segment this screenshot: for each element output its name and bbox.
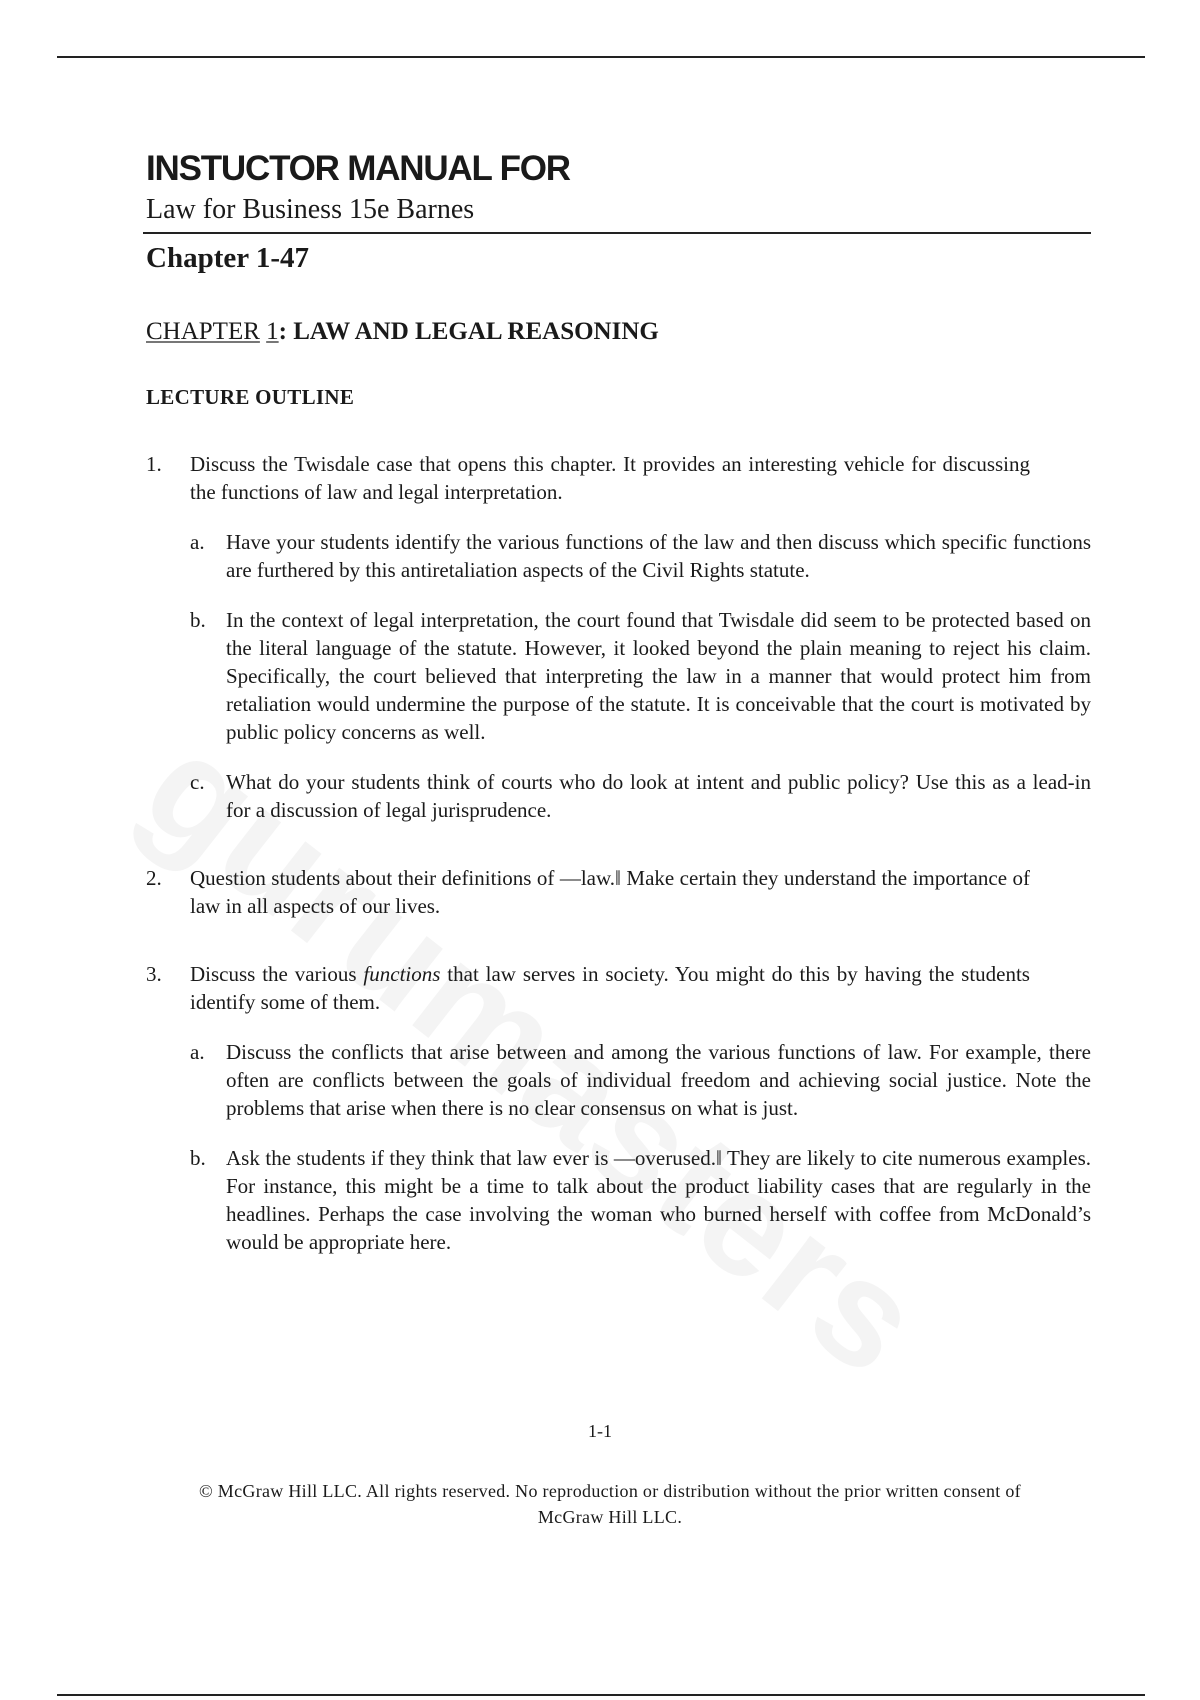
subitem-letter: a. [190, 1039, 205, 1064]
copyright-notice: © McGraw Hill LLC. All rights reserved. No reproduction or distribution without the prior written consent of McGraw Hill LLC. [199, 1481, 1021, 1527]
subitem-letter: b. [190, 607, 206, 632]
outline-item-1 [146, 450, 1091, 506]
subitem-text: Discuss the conflicts that arise between and among the various functions of law. For example, there often are conflicts between the goals of individual freedom and achieving social justice. Note the problems that arise when there is no clear consensus on what is just. [226, 1039, 1091, 1120]
lecture-outline-heading: LECTURE OUTLINE [146, 384, 355, 409]
chapter-title: LAW AND LEGAL REASONING [286, 318, 659, 346]
title-divider [143, 232, 1091, 234]
subitem-letter: c. [190, 769, 205, 794]
page-content [146, 148, 1091, 1256]
outline-item-2 [146, 864, 1091, 920]
item-text: Discuss the Twisdale case that opens this chapter. It provides an interesting vehicle for discussing the functions of law and legal interpretation. [190, 451, 1030, 504]
top-rule [57, 56, 1145, 58]
subitem-text: What do your students think of courts who do look at intent and public policy? Use this as a lead-in for a discussion of legal jurisprudence. [226, 769, 1091, 822]
chapter-label: CHAPTER [146, 318, 260, 346]
document-title: INSTUCTOR MANUAL FOR [146, 149, 570, 188]
subitem-letter: b. [190, 1145, 206, 1170]
item-number: 2. [146, 865, 162, 890]
bottom-rule [57, 1694, 1145, 1696]
subitem-letter: a. [190, 529, 205, 554]
item-text-before: Discuss the various [190, 961, 364, 986]
subitem-text: Have your students identify the various functions of the law and then discuss which specific functions are furthered by this antiretaliation aspects of the Civil Rights statute. [226, 529, 1091, 582]
outline-subitem-3a [146, 1038, 1091, 1122]
item-text [190, 960, 1030, 1016]
item-text-after: that law serves in society. You might do this by having the students identify some of them. [190, 961, 1030, 1014]
outline-subitem-1c [146, 768, 1091, 824]
document-subtitle: Law for Business 15e Barnes [146, 194, 475, 225]
chapter-number: 1 [266, 318, 279, 346]
chapter-range: Chapter 1-47 [146, 242, 309, 275]
outline-subitem-1b [146, 606, 1091, 746]
item-number: 3. [146, 961, 162, 986]
outline-item-3 [146, 960, 1091, 1016]
page-number: 1-1 [588, 1421, 612, 1441]
subitem-text: In the context of legal interpretation, the court found that Twisdale did seem to be protected based on the literal language of the statute. However, it looked beyond the plain meaning to reject his claim. Specifically, the court believed that interpreting the law in a manner that would protect him from retaliation would undermine the purpose of the statute. It is conceivable that the court is motivated by public policy concerns as well. [226, 607, 1091, 744]
outline-subitem-1a [146, 528, 1091, 584]
subitem-text: Ask the students if they think that law ever is —overused.‖ They are likely to cite numerous examples. For instance, this might be a time to talk about the product liability cases that are regularly in the headlines. Perhaps the case involving the woman who burned herself with coffee from McDonald’s would be appropriate here. [226, 1145, 1091, 1254]
item-text-emphasis: functions [363, 961, 441, 986]
item-number: 1. [146, 451, 162, 476]
chapter-heading [146, 316, 1091, 349]
chapter-separator: : [278, 318, 287, 346]
outline-subitem-3b [146, 1144, 1091, 1256]
item-text: Question students about their definitions of —law.‖ Make certain they understand the importance of law in all aspects of our lives. [190, 865, 1030, 918]
